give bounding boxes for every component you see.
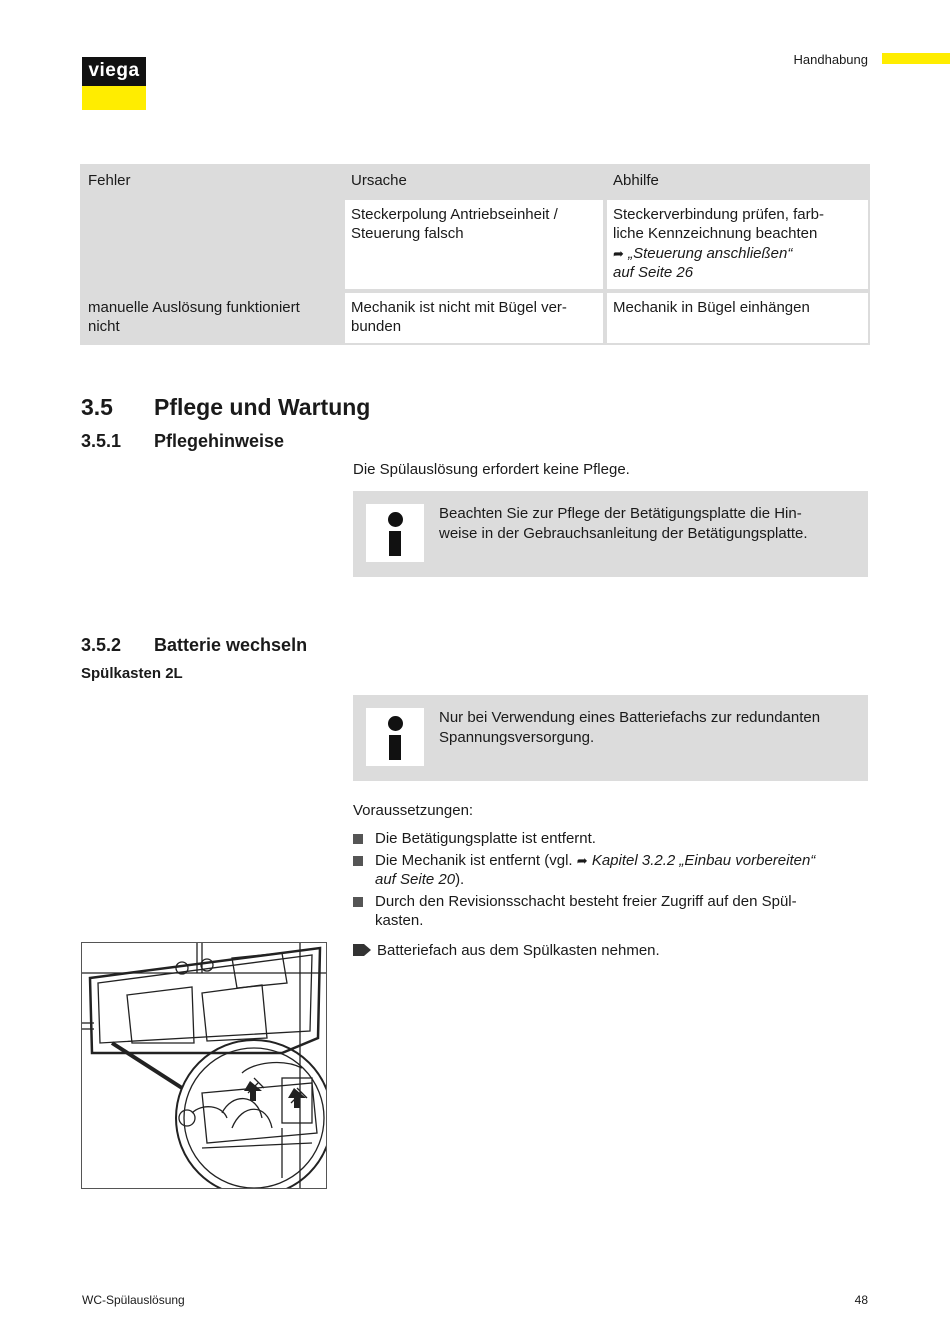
cell-fehler: [80, 198, 343, 291]
cell-fehler: manuelle Auslösung funktioniert nicht: [80, 291, 343, 345]
info-icon: [366, 708, 424, 766]
section-title-3-5-2: Batterie wechseln: [154, 635, 308, 655]
prereq-text: Durch den Revisionsschacht besteht freier Zugriff auf den Spül-: [375, 892, 797, 910]
care-text: Die Spülauslösung erfordert keine Pflege.: [353, 461, 630, 478]
table-row: [80, 291, 870, 345]
prereq-text: kasten.: [375, 912, 424, 929]
cell-abhilfe: [605, 198, 870, 291]
info-box-care: [353, 491, 868, 577]
table-header-row: [80, 164, 870, 198]
prereq-text: Die Mechanik ist entfernt (vgl.: [375, 851, 577, 869]
prerequisites-label: Voraussetzungen:: [353, 802, 474, 819]
info-text: [439, 504, 849, 543]
page-number: 48: [854, 1293, 868, 1307]
logo-text: viega: [82, 57, 146, 86]
link-arrow-icon: ➦: [576, 852, 588, 868]
info-line-2: Spannungsversorgung.: [439, 728, 595, 746]
abhilfe-line-1: Steckerverbindung prüfen, farb-: [613, 205, 824, 223]
subsection-spuelkasten: Spülkasten 2L: [81, 665, 183, 682]
section-number-3-5-2: 3.5.2: [81, 635, 122, 655]
action-step: [353, 941, 660, 961]
chapter-page-link[interactable]: auf Seite 20: [375, 871, 456, 888]
troubleshooting-table: [80, 164, 870, 345]
info-icon: [366, 504, 424, 562]
col-header-abhilfe: Abhilfe: [605, 164, 870, 198]
link-arrow-icon: ➦: [613, 245, 624, 261]
cell-ursache: Mechanik ist nicht mit Bügel ver- bunden: [343, 291, 605, 345]
battery-compartment-illustration: [81, 942, 327, 1189]
info-line-1: Nur bei Verwendung eines Batteriefachs zur redundanten: [439, 709, 821, 726]
prereq-text: ).: [455, 871, 465, 888]
action-text: Batteriefach aus dem Spülkasten nehmen.: [377, 942, 660, 959]
square-bullet-icon: [353, 856, 363, 866]
list-item: [353, 851, 868, 890]
section-number-3-5: 3.5: [81, 394, 113, 420]
square-bullet-icon: [353, 834, 363, 844]
header-yellow-bar: [882, 53, 950, 64]
info-line-1: Beachten Sie zur Pflege der Betätigungsplatte die Hin-: [439, 505, 802, 522]
cell-ursache: Steckerpolung Antriebseinheit / Steuerung falsch: [343, 198, 605, 291]
section-title-3-5: Pflege und Wartung: [154, 394, 371, 420]
cross-reference-page[interactable]: auf Seite 26: [613, 264, 694, 281]
info-box-battery: [353, 695, 868, 781]
action-arrow-icon: [353, 944, 371, 956]
section-title-3-5-1: Pflegehinweise: [154, 431, 285, 451]
footer-document-title: WC-Spülauslösung: [82, 1293, 185, 1307]
col-header-ursache: Ursache: [343, 164, 605, 198]
table-row: [80, 198, 870, 291]
info-line-2: weise in der Gebrauchsanleitung der Betätigungsplatte.: [439, 524, 808, 542]
col-header-fehler: Fehler: [80, 164, 343, 198]
chapter-link[interactable]: Kapitel 3.2.2 „Einbau vorbereiten“: [591, 851, 816, 869]
viega-logo: [82, 57, 146, 110]
prereq-text: Die Betätigungsplatte ist entfernt.: [375, 830, 596, 847]
prerequisites-list: [353, 829, 868, 933]
cell-abhilfe: Mechanik in Bügel einhängen: [605, 291, 870, 345]
section-label: Handhabung: [793, 52, 868, 67]
list-item: [353, 829, 868, 849]
info-text: [439, 708, 849, 747]
logo-yellow-band: [82, 86, 146, 110]
section-number-3-5-1: 3.5.1: [81, 431, 122, 451]
list-item: [353, 892, 868, 931]
abhilfe-line-2: liche Kennzeichnung beachten: [613, 225, 818, 242]
square-bullet-icon: [353, 897, 363, 907]
cross-reference-link[interactable]: „Steuerung anschließen“: [628, 244, 793, 262]
